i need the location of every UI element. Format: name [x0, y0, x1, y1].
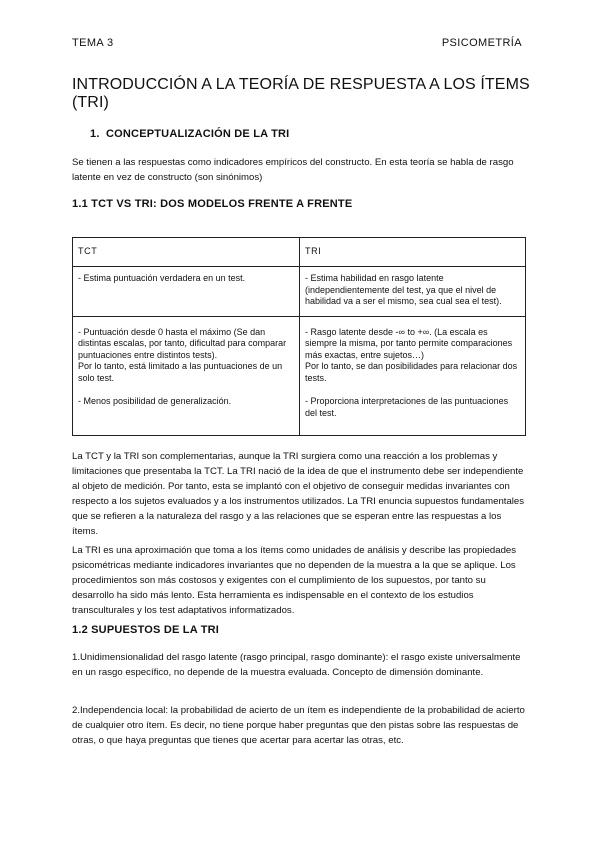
header-topic: TEMA 3: [72, 37, 114, 49]
cell-text: - Estima puntuación verdadera en un test.: [78, 273, 246, 283]
table-cell-tct: [73, 267, 300, 317]
table-header-row: [73, 238, 526, 267]
table-row: [73, 267, 526, 317]
subsection-heading-1-2: 1.2 SUPUESTOS DE LA TRI: [72, 624, 220, 636]
subsection-heading-1-1: 1.1 TCT VS TRI: DOS MODELOS FRENTE A FRENTE: [72, 198, 353, 210]
supuesto-unidimensionalidad: 1.Unidimensionalidad del rasgo latente (rasgo principal, rasgo dominante): el rasgo existe universalmente en un rasgo específico, no depende de la muestra evaluada. Concepto de dimensión dominante.: [72, 652, 521, 678]
section-number: 1.: [90, 128, 100, 140]
cell-text: Por lo tanto, se dan posibilidades para relacionar dos tests.: [305, 361, 518, 383]
intro-paragraph: Se tienen a las respuestas como indicadores empíricos del constructo. En esta teoría se habla de rasgo latente en vez de constructo (son sinónimos): [72, 157, 514, 183]
table-cell-tri: [300, 267, 526, 317]
comparison-table: [72, 237, 526, 436]
paragraph-tri-definition: La TRI es una aproximación que toma a los ítems como unidades de análisis y describe las propiedades psicométricas mediante indicadores invariantes que no dependen de la muestra a la que se aplique. Los procedimientos son más costosos y exigentes con el cumplimiento de los supuestos, por tanto su desarrollo ha sido más lento. Esta herramienta es indispensable en el contexto de los estudios transculturales y los test adaptativos informatizados.: [72, 545, 517, 616]
supuesto-independencia-local: 2.Independencia local: la probabilidad de acierto de un ítem es independiente de la probabilidad de acierto de cualquier otro ítem. Es decir, no tiene porque haber preguntas que den pistas sobre las respuestas de otras, o que haya preguntas que tienes que acertar para acertar las otras, etc.: [72, 705, 525, 746]
cell-text: - Puntuación desde 0 hasta el máximo (Se dan distintas escalas, por tanto, dificultad para comparar puntuaciones entre distintos tests).: [78, 326, 287, 360]
table-row: [73, 316, 526, 436]
section-heading-1: [90, 128, 289, 140]
cell-text: Por lo tanto, está limitado a las puntuaciones de un solo test.: [78, 361, 283, 383]
document-title: INTRODUCCIÓN A LA TEORÍA DE RESPUESTA A LOS ÍTEMS (TRI): [72, 76, 530, 111]
cell-text: - Proporciona interpretaciones de las puntuaciones del test.: [305, 396, 509, 418]
header-subject: PSICOMETRÍA: [441, 37, 522, 49]
table-header-tri: TRI: [300, 238, 526, 267]
table-cell-tct: [73, 316, 300, 436]
table-header-tct: TCT: [73, 238, 300, 267]
cell-text: - Rasgo latente desde -∞ to +∞. (La escala es siempre la misma, por tanto permite comparaciones más exactas, entre sujetos…): [305, 326, 513, 360]
paragraph-tct-tri: La TCT y la TRI son complementarias, aunque la TRI surgiera como una reacción a los problemas y limitaciones que presentaba la TCT. La TRI nació de la idea de que el instrumento debe ser independiente al objeto de medición. Por tanto, esta se implantó con el objetivo de conseguir medidas invariantes con respecto a los sujetos evaluados y a los instrumentos utilizados. La TRI enuncia supuestos fundamentales que se refieren a la naturaleza del rasgo y a las relaciones que se esperan entre las respuestas a los ítems.: [72, 451, 525, 537]
cell-text: - Menos posibilidad de generalización.: [78, 396, 232, 406]
table-cell-tri: [300, 316, 526, 436]
cell-text: - Estima habilidad en rasgo latente (independientemente del test, ya que el nivel de habilidad va a ser el mismo, sea cual sea el test).: [305, 273, 502, 306]
section-title: CONCEPTUALIZACIÓN DE LA TRI: [106, 128, 290, 140]
